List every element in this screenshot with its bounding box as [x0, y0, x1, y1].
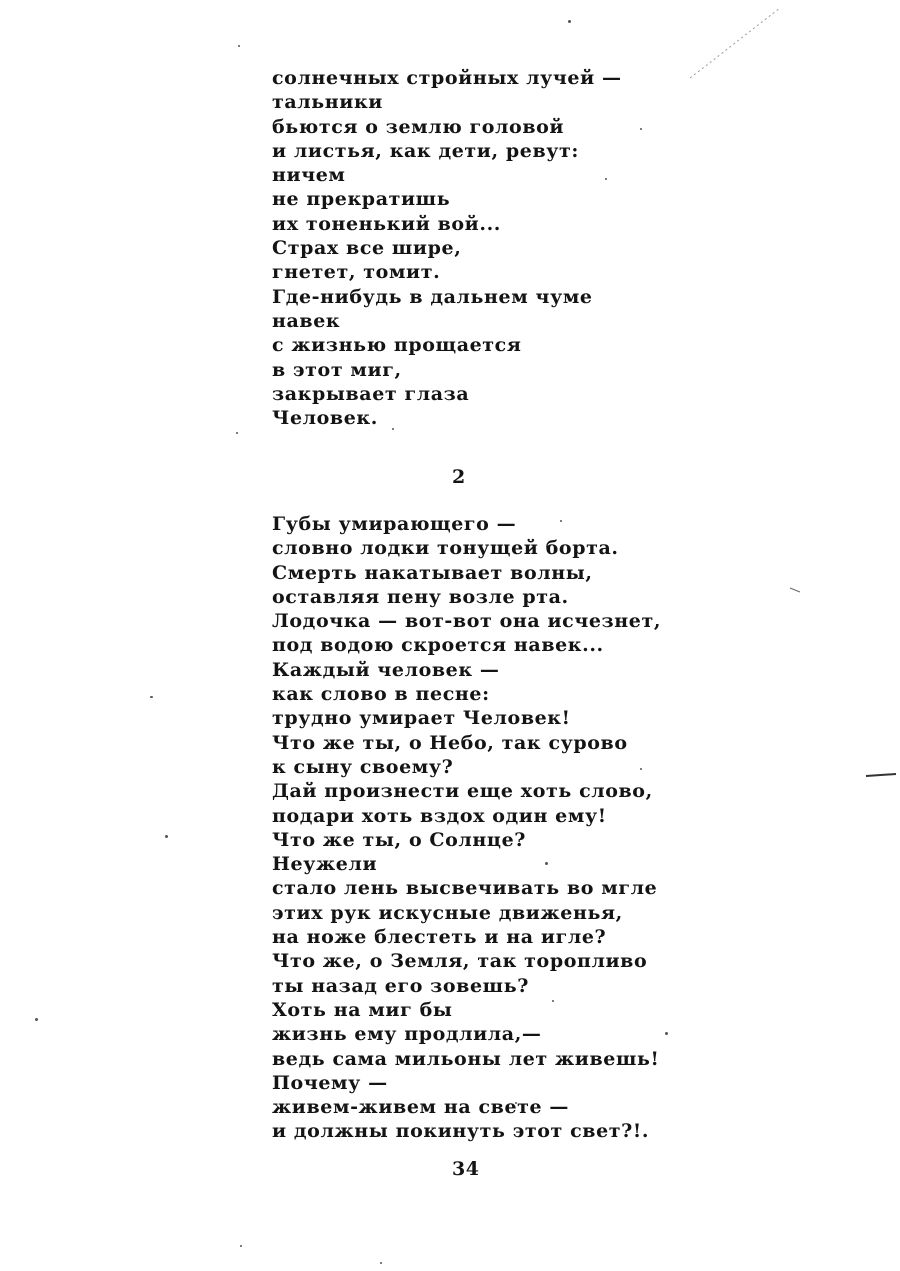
scan-speck [150, 696, 153, 698]
poem-line: Хоть на миг бы [272, 998, 453, 1021]
scan-speck [640, 128, 642, 130]
section-number: 2 [452, 466, 466, 488]
poem-line: этих рук искусные движенья, [272, 901, 623, 924]
scan-streak-top-right [690, 8, 780, 78]
poem-line: закрывает глаза [272, 382, 470, 405]
page-number: 34 [452, 1158, 480, 1180]
poem-line: Страх все шире, [272, 237, 462, 260]
poem-line: навек [272, 309, 341, 332]
poem-line: жизнь ему продлила,— [272, 1023, 542, 1046]
poem-line: с жизнью прощается [272, 334, 522, 357]
scan-speck [236, 432, 238, 434]
poem-line: оставляя пену возле рта. [272, 585, 569, 608]
poem-line: Что же ты, о Солнце? [272, 828, 526, 851]
scan-speck [568, 20, 571, 23]
poem-line: Почему — [272, 1071, 388, 1094]
poem-line: подари хоть вздох один ему! [272, 804, 607, 827]
poem-line: бьются о землю головой [272, 115, 565, 138]
poem-line: гнетет, томит. [272, 261, 441, 284]
poem-line: Губы умирающего — [272, 513, 517, 535]
poem-line: Человек. [272, 407, 378, 430]
poem-line: как слово в песне: [272, 683, 490, 706]
poem-line: не прекратишь [272, 188, 451, 211]
poem-line: стало лень высвечивать во мгле [272, 877, 658, 900]
poem-line: Лодочка — вот-вот она исчезнет, [272, 610, 662, 633]
poem-line: их тоненький вой... [272, 212, 502, 235]
poem-line: ведь сама мильоны лет живешь! [272, 1047, 660, 1070]
scan-speck [240, 1245, 242, 1247]
poem-line: ничем [272, 164, 346, 187]
scan-speck [238, 45, 240, 47]
poem-line: Неужели [272, 853, 378, 876]
poem-line: под водою скроется навек... [272, 634, 604, 657]
scan-speck [35, 1018, 38, 1021]
poem-line: Что же, о Земля, так торопливо [272, 950, 648, 973]
poem-line: трудно умирает Человек! [272, 707, 571, 730]
poem-line: и листья, как дети, ревут: [272, 139, 580, 162]
poem-line: солнечных стройных лучей — [272, 67, 622, 89]
poem-line: живем-живем на свете — [272, 1096, 570, 1119]
scan-dash-right-1 [866, 774, 896, 776]
poem-line: Что же ты, о Небо, так сурово [272, 731, 628, 754]
poem-line: ты назад его зовешь? [272, 974, 529, 997]
poem-line: и должны покинуть этот свет?!. [272, 1120, 650, 1143]
scan-speck [165, 835, 168, 838]
poem-line: тальники [272, 91, 383, 114]
poem-line: Смерть накатывает волны, [272, 561, 593, 584]
poem-line: Дай произнести еще хоть слово, [272, 780, 653, 803]
poem-stanza-1 [272, 66, 622, 430]
poem-line: в этот миг, [272, 358, 402, 381]
poem-line: к сыну своему? [272, 755, 454, 778]
poem-stanza-2 [272, 512, 661, 1144]
poem-line: словно лодки тонущей борта. [272, 537, 619, 560]
scan-speck [380, 1262, 382, 1264]
scan-dash-right-2 [790, 588, 800, 592]
poem-line: на ноже блестеть и на игле? [272, 926, 607, 949]
poem-line: Где-нибудь в дальнем чуме [272, 285, 593, 308]
scan-speck [665, 1032, 668, 1035]
poem-line: Каждый человек — [272, 658, 500, 681]
